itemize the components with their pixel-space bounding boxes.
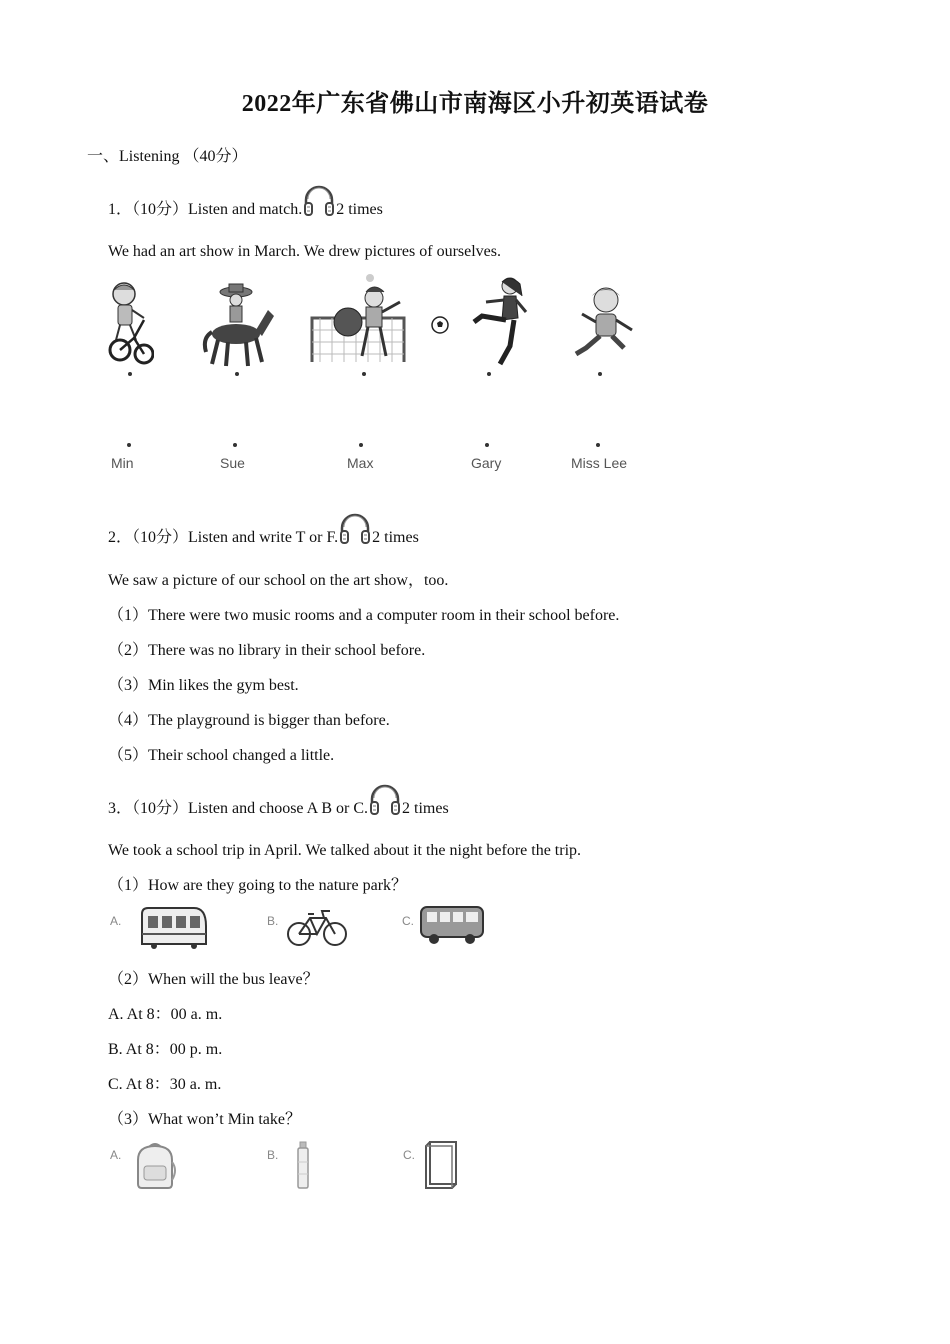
match-name: Gary bbox=[471, 455, 502, 471]
sub-question-2: （2）When will the bus leave？ bbox=[108, 971, 319, 988]
match-dot-top[interactable] bbox=[487, 372, 491, 376]
match-dot-bottom[interactable] bbox=[127, 443, 131, 447]
match-dot-top[interactable] bbox=[235, 372, 239, 376]
option-label-b[interactable]: B. bbox=[267, 1148, 279, 1162]
match-dot-top[interactable] bbox=[128, 372, 132, 376]
option-label-c[interactable]: C. bbox=[402, 914, 414, 928]
match-dot-top[interactable] bbox=[598, 372, 602, 376]
match-dot-bottom[interactable] bbox=[233, 443, 237, 447]
question-2-text: 2．（10分）Listen and write T or F. bbox=[108, 529, 339, 546]
question-3-times: 2 times bbox=[402, 800, 449, 817]
section-heading-listening: 一、Listening （40分） bbox=[87, 148, 248, 165]
question-1-intro: We had an art show in March. We drew pictures of ourselves. bbox=[108, 243, 502, 260]
question-3-intro: We took a school trip in April. We talked about it the night before the trip. bbox=[108, 842, 582, 859]
match-dot-bottom[interactable] bbox=[596, 443, 600, 447]
boy-on-bike-picture bbox=[106, 278, 154, 370]
bus-icon[interactable] bbox=[418, 904, 486, 946]
tf-item: （4）The playground is bigger than before. bbox=[108, 712, 390, 729]
match-name: Sue bbox=[220, 455, 245, 471]
option-c[interactable]: C. At 8：30 a. m. bbox=[108, 1076, 222, 1093]
tf-item: （5）Their school changed a little. bbox=[108, 747, 335, 764]
match-name: Max bbox=[347, 455, 374, 471]
train-icon[interactable] bbox=[138, 906, 208, 950]
question-3-header bbox=[108, 783, 449, 817]
match-dot-top[interactable] bbox=[362, 372, 366, 376]
backpack-icon[interactable] bbox=[132, 1140, 178, 1190]
tf-item: （2）There was no library in their school before. bbox=[108, 642, 426, 659]
question-1-header bbox=[108, 184, 383, 218]
question-1-times: 2 times bbox=[336, 201, 383, 218]
question-3-text: 3．（10分）Listen and choose A B or C. bbox=[108, 800, 368, 817]
match-name: Min bbox=[111, 455, 134, 471]
option-a[interactable]: A. At 8：00 a. m. bbox=[108, 1006, 223, 1023]
sub-question-3: （3）What won’t Min take？ bbox=[108, 1111, 302, 1128]
bicycle-icon[interactable] bbox=[286, 906, 348, 948]
option-b[interactable]: B. At 8：00 p. m. bbox=[108, 1041, 223, 1058]
water-bottle-icon[interactable] bbox=[294, 1140, 312, 1190]
cowboy-on-horse-picture bbox=[200, 282, 278, 370]
sub-question-1: （1）How are they going to the nature park？ bbox=[108, 877, 408, 894]
match-name: Miss Lee bbox=[571, 455, 628, 471]
girls-at-goal-picture bbox=[308, 272, 408, 366]
tf-item: （3）Min likes the gym best. bbox=[108, 677, 299, 694]
tf-item: （1）There were two music rooms and a computer room in their school before. bbox=[108, 607, 620, 624]
exam-title: 2022年广东省佛山市南海区小升初英语试卷 bbox=[241, 91, 709, 117]
match-dot-bottom[interactable] bbox=[359, 443, 363, 447]
question-2-intro: We saw a picture of our school on the art show，too. bbox=[108, 572, 449, 589]
option-label-a[interactable]: A. bbox=[110, 1148, 122, 1162]
question-2-header bbox=[108, 512, 419, 546]
headphones-icon bbox=[338, 512, 372, 546]
girl-exercising-picture bbox=[572, 284, 636, 362]
girl-kicking-ball-picture bbox=[470, 276, 532, 370]
option-label-b[interactable]: B. bbox=[267, 914, 279, 928]
soccer-ball-picture bbox=[431, 316, 449, 334]
book-icon[interactable] bbox=[422, 1138, 460, 1190]
question-2-times: 2 times bbox=[372, 529, 419, 546]
match-dot-bottom[interactable] bbox=[485, 443, 489, 447]
headphones-icon bbox=[368, 783, 402, 817]
option-label-a[interactable]: A. bbox=[110, 914, 122, 928]
question-1-text: 1．（10分）Listen and match. bbox=[108, 201, 303, 218]
headphones-icon bbox=[302, 184, 336, 218]
option-label-c[interactable]: C. bbox=[403, 1148, 415, 1162]
